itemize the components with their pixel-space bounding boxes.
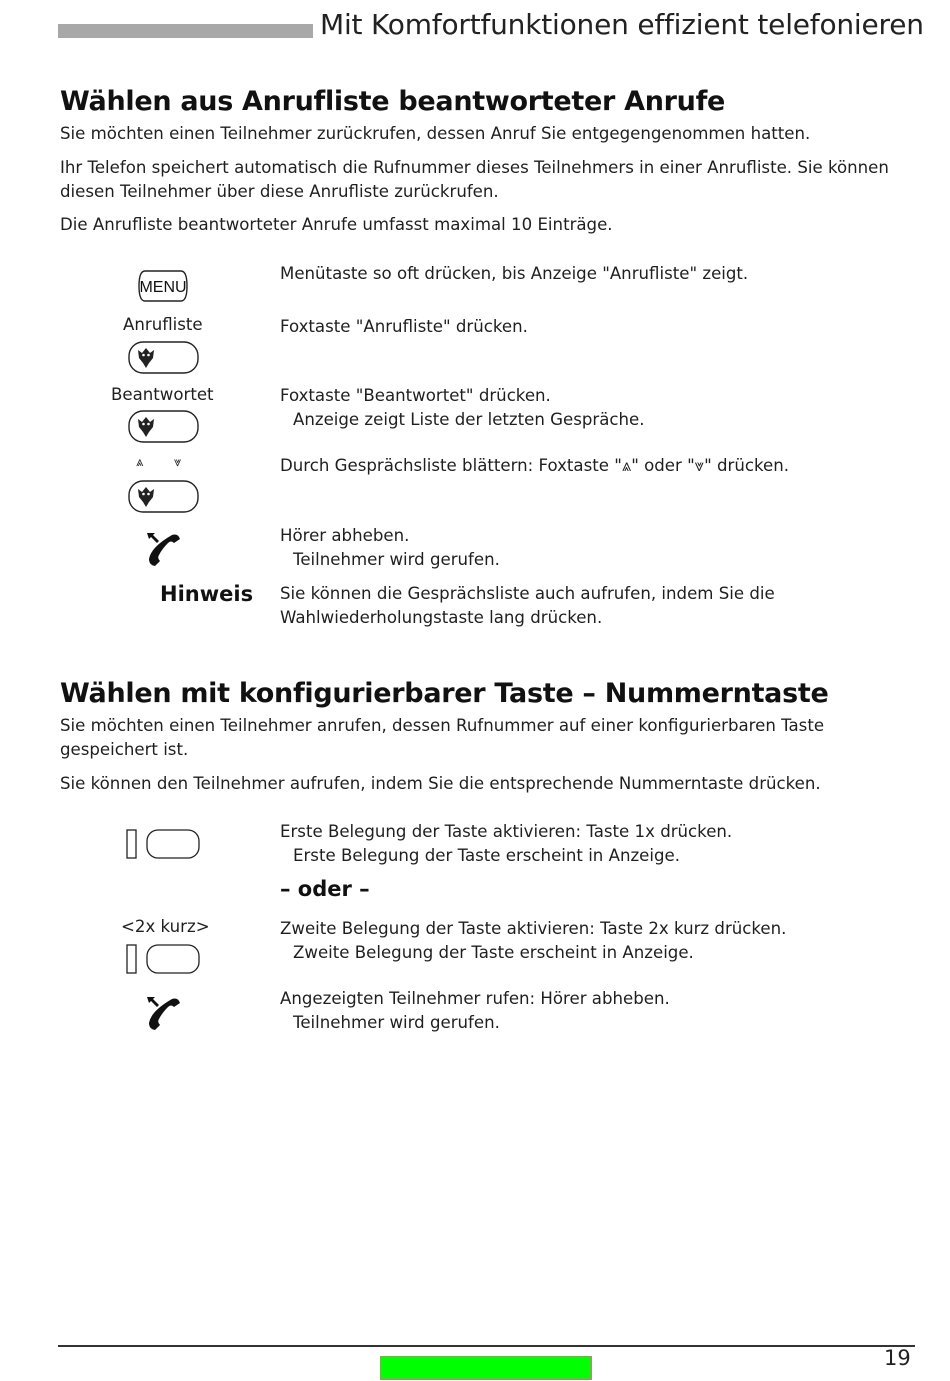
footer-rule [58,1345,915,1347]
step-handset-text [280,524,920,572]
handset-icon [144,993,184,1037]
number-key-icon [126,943,202,981]
section2-paragraph-2: Sie können den Teilnehmer aufrufen, indem Sie die entsprechende Nummerntaste drücken. [60,774,821,793]
step-anrufliste-text: Foxtaste "Anrufliste" drücken. [280,317,528,336]
step-call-sub: Teilnehmer wird gerufen. [293,1013,500,1032]
handset-icon [144,529,184,573]
step-key-once-text [280,820,920,868]
label-anrufliste: Anrufliste [123,315,203,334]
step-call-text [280,987,920,1035]
label-beantwortet: Beantwortet [111,385,214,404]
label-2x-kurz: <2x kurz> [121,917,210,936]
section1-paragraph-2: Ihr Telefon speichert automatisch die Rufnummer dieses Teilnehmers in einer Anrufliste. Sie können diesen Teilnehmer über diese Anrufliste zurückrufen. [60,158,889,201]
section2-intro: Sie möchten einen Teilnehmer anrufen, dessen Rufnummer auf einer konfigurierbaren Taste gespeichert ist. [60,716,825,759]
step-key-twice-main: Zweite Belegung der Taste aktivieren: Taste 2x kurz drücken. [280,919,787,938]
menu-key-icon [137,269,189,307]
step-beantwortet-text [280,384,920,432]
svg-text:MENU: MENU [139,279,187,296]
step-scroll-text: Durch Gesprächsliste blättern: Foxtaste "⩓" oder "⩔" drücken. [280,456,790,475]
foxkey-icon [128,341,200,379]
oder-separator: – oder – [280,877,370,901]
step-handset-main: Hörer abheben. [280,526,410,545]
hint-label: Hinweis [160,582,254,606]
section1-heading: Wählen aus Anrufliste beantworteter Anrufe [60,86,726,117]
step-beantwortet-sub: Anzeige zeigt Liste der letzten Gespräche. [293,410,645,429]
page-header-title: Mit Komfortfunktionen effizient telefonieren [320,8,924,41]
step-handset-sub: Teilnehmer wird gerufen. [293,550,500,569]
step-call-main: Angezeigten Teilnehmer rufen: Hörer abheben. [280,989,670,1008]
step-key-once-sub: Erste Belegung der Taste erscheint in Anzeige. [293,846,681,865]
step-key-twice-sub: Zweite Belegung der Taste erscheint in Anzeige. [293,943,694,962]
hint-text: Sie können die Gesprächsliste auch aufrufen, indem Sie die Wahlwiederholungstaste lang drücken. [280,584,775,627]
step-key-twice-text [280,917,920,965]
green-marker [380,1356,592,1380]
page-number: 19 [884,1346,911,1370]
number-key-icon [126,828,202,866]
step-menu-text: Menütaste so oft drücken, bis Anzeige "Anrufliste" zeigt. [280,264,749,283]
step-beantwortet-main: Foxtaste "Beantwortet" drücken. [280,386,551,405]
foxkey-icon [128,410,200,448]
step-key-once-main: Erste Belegung der Taste aktivieren: Taste 1x drücken. [280,822,733,841]
foxkey-icon [128,480,200,518]
section1-intro: Sie möchten einen Teilnehmer zurückrufen, dessen Anruf Sie entgegengenommen hatten. [60,124,811,143]
section2-heading: Wählen mit konfigurierbarer Taste – Nummerntaste [60,678,829,709]
scroll-down-icon: ⩔ [174,455,182,470]
header-bar [58,24,313,38]
scroll-up-icon: ⩓ [136,455,144,470]
section1-paragraph-3: Die Anrufliste beantworteter Anrufe umfasst maximal 10 Einträge. [60,215,613,234]
